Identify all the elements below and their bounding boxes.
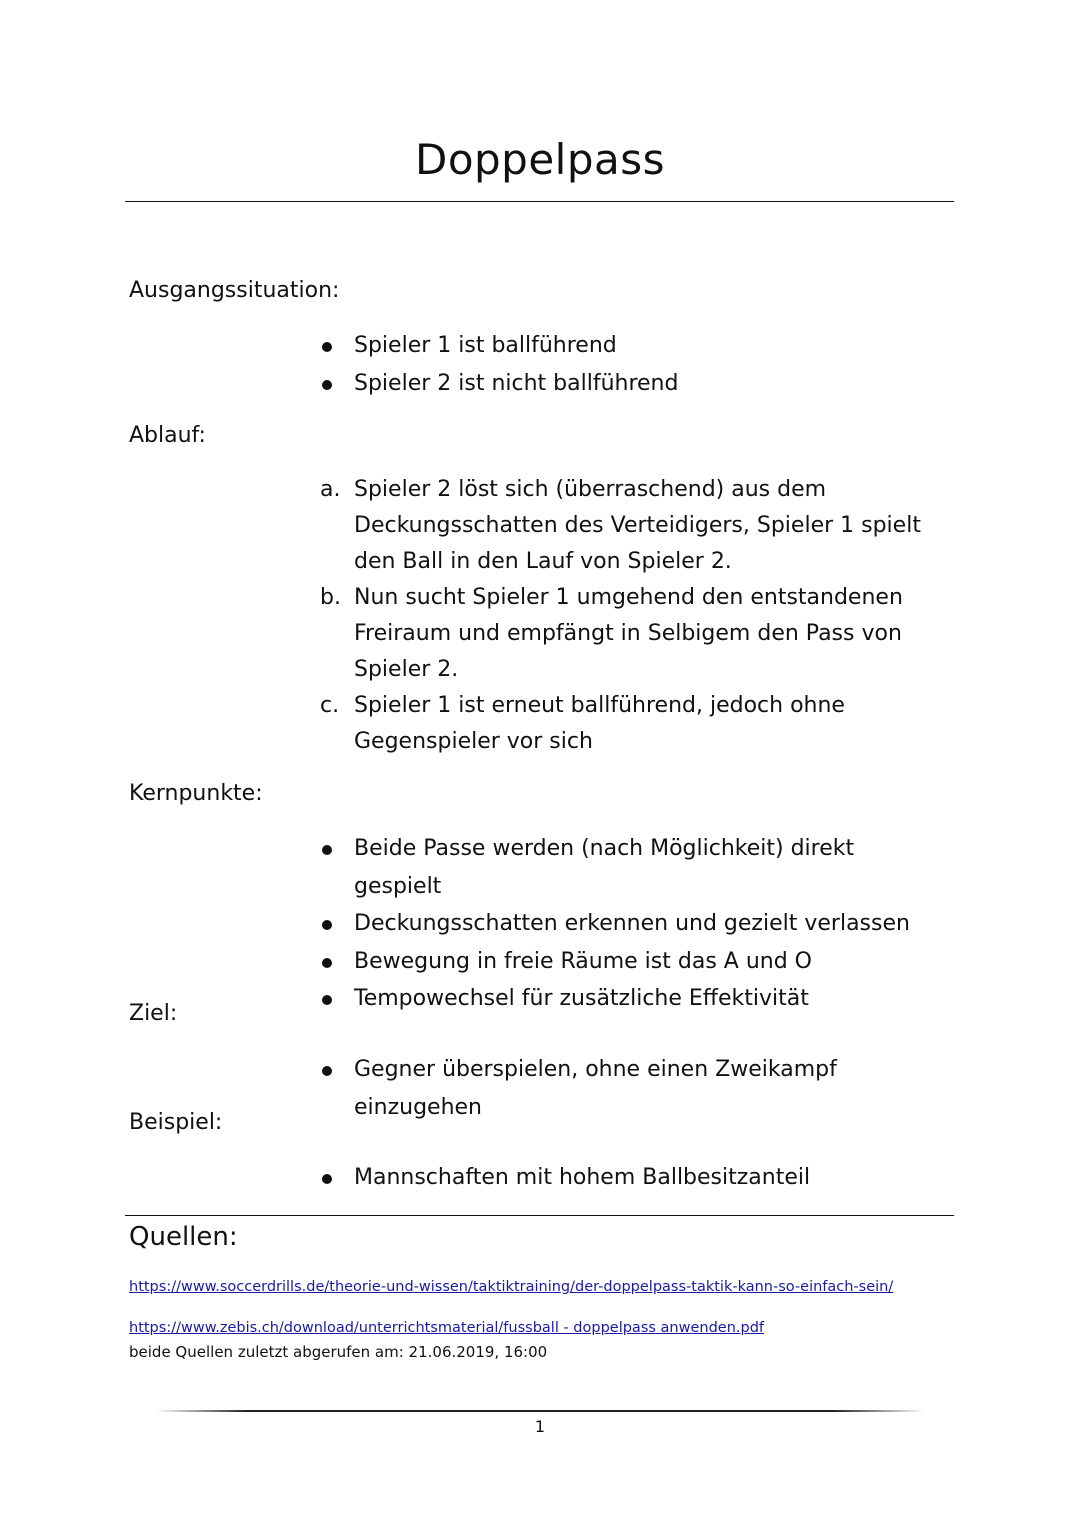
list-item: Mannschaften mit hohem Ballbesitzanteil: [320, 1159, 940, 1197]
section-label-ziel: Ziel:: [129, 1001, 178, 1026]
list-item: Spieler 2 ist nicht ballführend: [320, 365, 940, 403]
source-link[interactable]: https://www.soccerdrills.de/theorie-und-wissen/taktiktraining/der-doppelpass-taktik-kann-so-einfach-sein/: [129, 1279, 894, 1295]
beispiel-list: [320, 1159, 940, 1197]
section-label-kernpunkte: Kernpunkte:: [129, 781, 263, 806]
list-marker: b.: [320, 585, 341, 610]
list-marker: a.: [320, 477, 341, 502]
section-label-beispiel: Beispiel:: [129, 1110, 223, 1135]
list-item: [320, 472, 940, 580]
sources-access-note: beide Quellen zuletzt abgerufen am: 21.06.2019, 16:00: [129, 1343, 548, 1361]
page-title: Doppelpass: [414, 135, 666, 184]
list-item: Gegner überspielen, ohne einen Zweikampf einzugehen: [320, 1051, 940, 1126]
section-label-ablauf: Ablauf:: [129, 423, 206, 448]
list-marker: c.: [320, 693, 340, 718]
list-item: Tempowechsel für zusätzliche Effektivität: [320, 980, 940, 1018]
ablauf-list: [320, 472, 940, 760]
page-number: 1: [534, 1417, 546, 1436]
list-item-text: Spieler 2 löst sich (überraschend) aus dem Deckungsschatten des Verteidigers, Spieler 1 spielt den Ball in den Lauf von Spieler 2.: [354, 477, 921, 574]
list-item: Deckungsschatten erkennen und gezielt verlassen: [320, 905, 940, 943]
list-item-text: Nun sucht Spieler 1 umgehend den entstandenen Freiraum und empfängt in Selbigem den Pass von Spieler 2.: [354, 585, 903, 682]
sources-divider: [125, 1215, 954, 1216]
footer-divider: [155, 1410, 925, 1412]
list-item: Bewegung in freie Räume ist das A und O: [320, 943, 940, 981]
list-item-text: Spieler 1 ist erneut ballführend, jedoch ohne Gegenspieler vor sich: [354, 693, 845, 754]
list-item: Beide Passe werden (nach Möglichkeit) direkt gespielt: [320, 830, 940, 905]
source-link[interactable]: https://www.zebis.ch/download/unterrichtsmaterial/fussball - doppelpass anwenden.pdf: [129, 1320, 765, 1336]
kernpunkte-list: [320, 830, 940, 1018]
title-divider: [125, 201, 954, 202]
ausgangssituation-list: [320, 327, 940, 402]
list-item: [320, 688, 940, 760]
list-item: [320, 580, 940, 688]
list-item: Spieler 1 ist ballführend: [320, 327, 940, 365]
section-label-ausgangssituation: Ausgangssituation:: [129, 278, 340, 303]
sources-heading: Quellen:: [129, 1222, 238, 1252]
ziel-list: [320, 1051, 940, 1126]
